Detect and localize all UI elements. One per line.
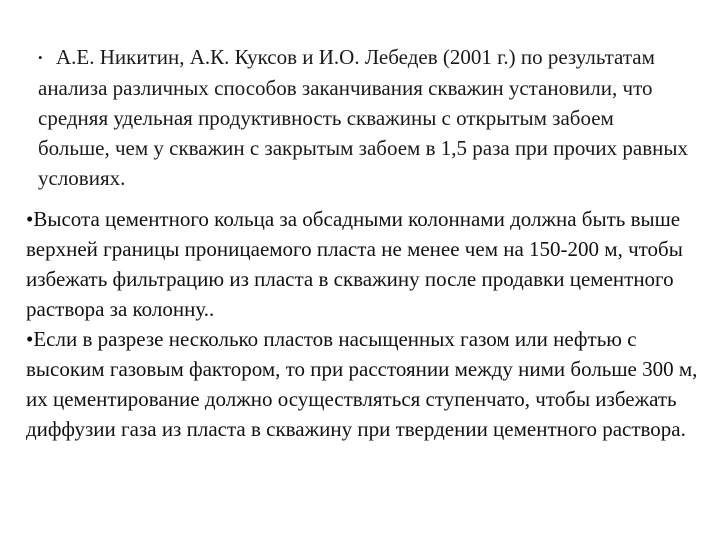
bullet-icon: • bbox=[26, 327, 34, 351]
points-list bbox=[26, 204, 702, 444]
point-text: Если в разрезе несколько пластов насыщенных газом или нефтью с высоким газовым фактором, то при расстоянии между ними больше 300 м, их цементирование должно осуществляться ступенчато, чтобы избежать диффузии газа из пласта в скважину при твердении цементного раствора. bbox=[26, 327, 698, 441]
bullet-icon: • bbox=[38, 50, 43, 65]
intro-paragraph bbox=[38, 42, 688, 193]
bullet-icon: • bbox=[26, 207, 34, 231]
point-item bbox=[26, 204, 702, 324]
intro-text: А.Е. Никитин, А.К. Куксов и И.О. Лебедев (2001 г.) по результатам анализа различных способов заканчивания скважин установили, что средняя удельная продуктивность скважины с открытым забоем больше, чем у скважин с закрытым забоем в 1,5 раза при прочих равных условиях. bbox=[38, 45, 688, 190]
point-item bbox=[26, 324, 702, 444]
point-text: Высота цементного кольца за обсадными колоннами должна быть выше верхней границы проницаемого пласта не менее чем на 150-200 м, чтобы избежать фильтрацию из пласта в скважину после продавки цементного раствора за колонну.. bbox=[26, 207, 683, 321]
